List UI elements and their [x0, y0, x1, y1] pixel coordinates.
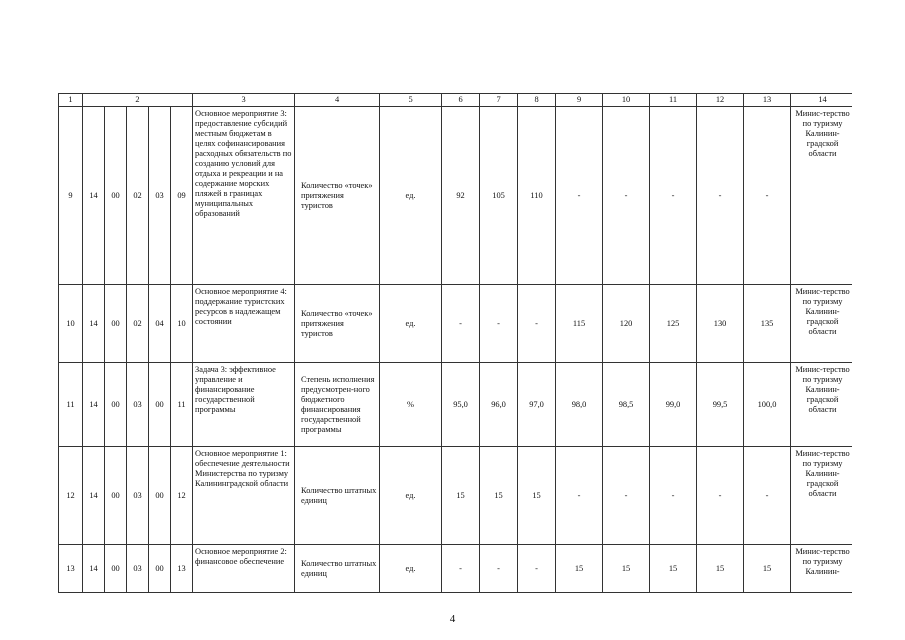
value-cell: -: [442, 285, 480, 363]
value-cell: 105: [480, 107, 518, 285]
code-cell: 00: [149, 545, 171, 593]
table-row: [59, 363, 853, 447]
value-cell: 97,0: [518, 363, 556, 447]
indicator-name: Количество «точек» притяжения туристов: [295, 285, 380, 363]
value-cell: 130: [697, 285, 744, 363]
value-cell: 15: [480, 447, 518, 545]
responsible-ministry: Минис-терство по туризму Калинин-градской области: [791, 447, 852, 545]
header-cell: 1: [59, 94, 83, 107]
code-cell: 00: [149, 363, 171, 447]
row-number: 11: [59, 363, 83, 447]
code-cell: 12: [171, 447, 193, 545]
header-cell: 6: [442, 94, 480, 107]
code-cell: 03: [127, 447, 149, 545]
value-cell: -: [744, 447, 791, 545]
unit-cell: %: [380, 363, 442, 447]
measure-description: Основное мероприятие 3: предоставление субсидий местным бюджетам в целях софинансирования расходных обязательств по созданию условий для отдыха и рекреации и на содержание морских пляжей в границах муниципальных образований: [193, 107, 295, 285]
value-cell: -: [603, 447, 650, 545]
page-number: 4: [449, 613, 456, 625]
value-cell: -: [480, 285, 518, 363]
header-cell: 9: [556, 94, 603, 107]
table-row: [59, 545, 853, 593]
code-cell: 10: [171, 285, 193, 363]
value-cell: -: [556, 447, 603, 545]
code-cell: 00: [105, 363, 127, 447]
header-cell: 12: [697, 94, 744, 107]
value-cell: 120: [603, 285, 650, 363]
unit-cell: ед.: [380, 447, 442, 545]
code-cell: 14: [83, 285, 105, 363]
code-cell: 03: [127, 363, 149, 447]
code-cell: 00: [105, 447, 127, 545]
value-cell: 115: [556, 285, 603, 363]
measure-description: Основное мероприятие 1: обеспечение деятельности Министерства по туризму Калининградской области: [193, 447, 295, 545]
value-cell: 15: [442, 447, 480, 545]
header-cell: 14: [791, 94, 852, 107]
row-number: 12: [59, 447, 83, 545]
value-cell: -: [650, 447, 697, 545]
measure-description: Задача 3: эффективное управление и финансирование государственной программы: [193, 363, 295, 447]
code-cell: 14: [83, 545, 105, 593]
header-cell: 13: [744, 94, 791, 107]
value-cell: -: [744, 107, 791, 285]
row-number: 10: [59, 285, 83, 363]
header-cell: 3: [193, 94, 295, 107]
header-cell: 8: [518, 94, 556, 107]
indicator-name: Количество штатных единиц: [295, 447, 380, 545]
code-cell: 00: [105, 545, 127, 593]
code-cell: 02: [127, 107, 149, 285]
value-cell: 98,5: [603, 363, 650, 447]
code-cell: 11: [171, 363, 193, 447]
indicator-table-container: [58, 93, 852, 593]
value-cell: 15: [603, 545, 650, 593]
value-cell: -: [442, 545, 480, 593]
value-cell: 15: [556, 545, 603, 593]
value-cell: 100,0: [744, 363, 791, 447]
code-cell: 03: [127, 545, 149, 593]
header-cell: 7: [480, 94, 518, 107]
header-cell: 10: [603, 94, 650, 107]
measure-description: Основное мероприятие 4: поддержание туристских ресурсов в надлежащем состоянии: [193, 285, 295, 363]
value-cell: 15: [650, 545, 697, 593]
code-cell: 14: [83, 447, 105, 545]
unit-cell: ед.: [380, 545, 442, 593]
responsible-ministry: Минис-терство по туризму Калинин-градской области: [791, 363, 852, 447]
value-cell: 99,0: [650, 363, 697, 447]
row-number: 13: [59, 545, 83, 593]
value-cell: -: [556, 107, 603, 285]
indicator-name: Количество штатных единиц: [295, 545, 380, 593]
responsible-ministry: Минис-терство по туризму Калинин-градской области: [791, 285, 852, 363]
code-cell: 00: [149, 447, 171, 545]
value-cell: 125: [650, 285, 697, 363]
value-cell: -: [650, 107, 697, 285]
measure-description: Основное мероприятие 2: финансовое обеспечение: [193, 545, 295, 593]
table-row: [59, 447, 853, 545]
value-cell: 110: [518, 107, 556, 285]
indicator-name: Степень исполнения предусмотрен-ного бюджетного финансирования государственной программы: [295, 363, 380, 447]
indicator-name: Количество «точек» притяжения туристов: [295, 107, 380, 285]
value-cell: 135: [744, 285, 791, 363]
value-cell: 98,0: [556, 363, 603, 447]
table-row: [59, 107, 853, 285]
unit-cell: ед.: [380, 285, 442, 363]
code-cell: 14: [83, 363, 105, 447]
table-row: [59, 285, 853, 363]
value-cell: 95,0: [442, 363, 480, 447]
code-cell: 09: [171, 107, 193, 285]
code-cell: 00: [105, 107, 127, 285]
value-cell: -: [480, 545, 518, 593]
value-cell: 99,5: [697, 363, 744, 447]
value-cell: 15: [518, 447, 556, 545]
value-cell: -: [697, 107, 744, 285]
value-cell: 92: [442, 107, 480, 285]
code-cell: 14: [83, 107, 105, 285]
row-number: 9: [59, 107, 83, 285]
header-row: [59, 94, 853, 107]
responsible-ministry: Минис-терство по туризму Калинин-градской области: [791, 107, 852, 285]
code-cell: 04: [149, 285, 171, 363]
value-cell: -: [697, 447, 744, 545]
code-cell: 00: [105, 285, 127, 363]
header-cell: 5: [380, 94, 442, 107]
unit-cell: ед.: [380, 107, 442, 285]
header-cell: 11: [650, 94, 697, 107]
code-cell: 02: [127, 285, 149, 363]
value-cell: 96,0: [480, 363, 518, 447]
header-cell: 2: [83, 94, 193, 107]
value-cell: -: [518, 285, 556, 363]
value-cell: -: [603, 107, 650, 285]
indicator-table: [58, 93, 852, 593]
code-cell: 03: [149, 107, 171, 285]
responsible-ministry: Минис-терство по туризму Калинин-: [791, 545, 852, 593]
code-cell: 13: [171, 545, 193, 593]
header-cell: 4: [295, 94, 380, 107]
value-cell: -: [518, 545, 556, 593]
value-cell: 15: [697, 545, 744, 593]
value-cell: 15: [744, 545, 791, 593]
